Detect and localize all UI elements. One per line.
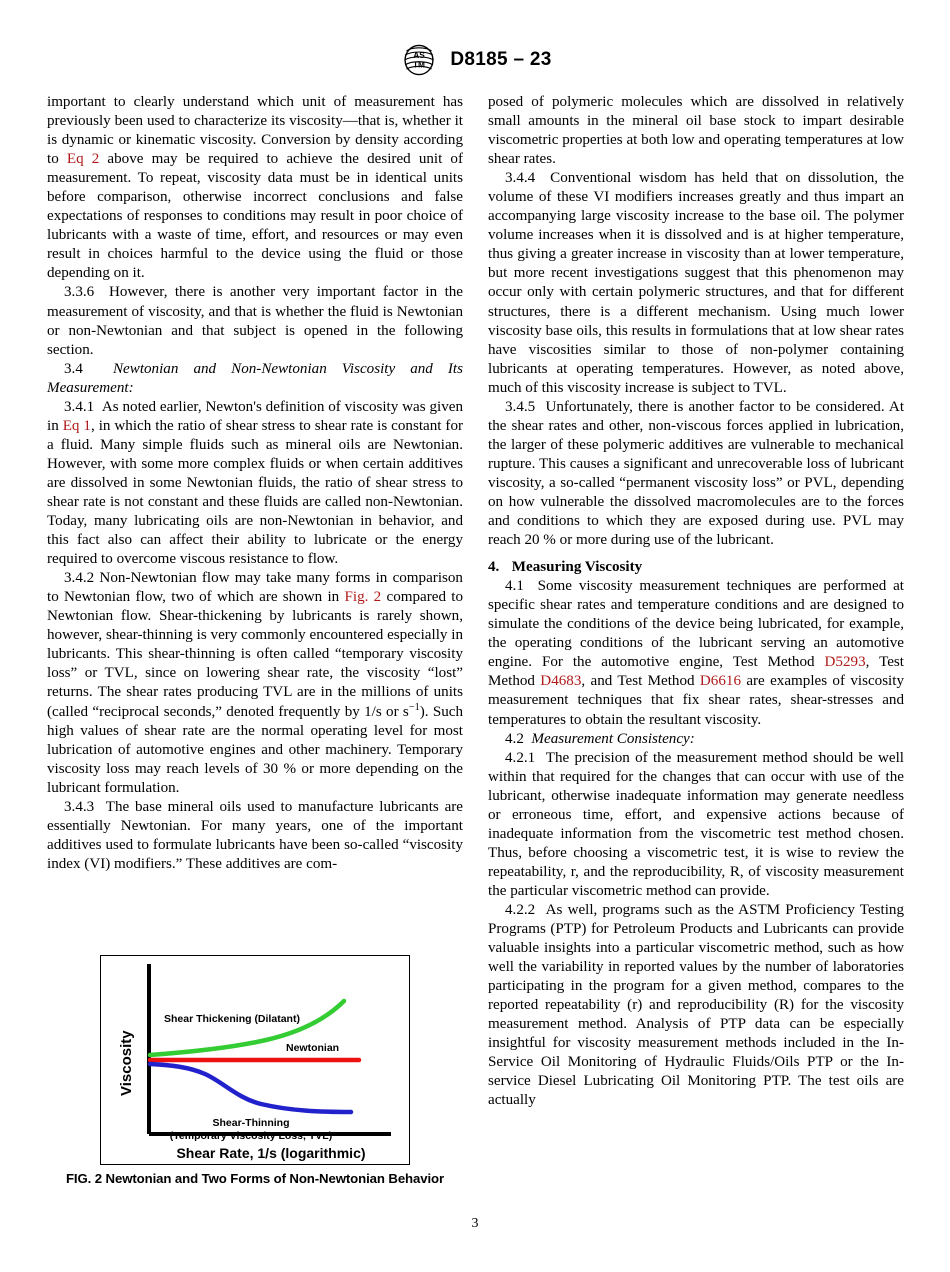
paragraph-4-2-1 [488,749,904,901]
cross-reference-d6616[interactable]: D6616 [699,673,741,690]
text-part: compared to Newtonian flow. Shear-thickening by lubricants is rarely shown, however, shear-thinning is very commonly encountered especially in lubricants. This shear-thinning is often called “temporary viscosity loss” or TVL, since on lowering shear rate, the viscosity “lost” returns. The shear rates producing TVL are in the millions of units (called “reciprocal seconds,” denoted frequently by 1/s or s [47,589,464,720]
heading-number: 3.4 [64,360,83,377]
figure-2-caption: FIG. 2 Newtonian and Two Forms of Non-Newtonian Behavior [65,1171,445,1186]
paragraph-number: 4.1 [505,578,524,595]
text-part: Non-Newtonian flow may take many forms in comparison to Newtonian flow, two of which are shown in [47,570,463,606]
paragraph-text: Conventional wisdom has held that on dissolution, the volume of these VI modifiers increases greatly and thus impart an accompanying large viscosity increase to the base oil. The polymer volume increases when it is dissolved and is at higher temperature, thus giving a greater increase in viscosity than at lower temperature, but more recent investigations suggest that this phenomenon may occur only with certain polymeric structures, and that for different structures, there is a different mechanism. Using much lower viscosity base oils, this results in formulations that at low shear rates have viscosities similar to those of non-polymer containing lubricants at operating temperatures. However, as noted above, much of this viscosity increase is subject to TVL. [488,170,905,396]
svg-text:TM: TM [413,59,426,70]
heading-title: Newtonian and Non-Newtonian Viscosity and Its Measurement: [47,360,463,396]
page-number: 3 [471,1216,479,1231]
paragraph-3-4-3 [47,798,463,874]
astm-logo-icon [398,44,440,76]
text-part: are examples of viscosity measurement techniques that fix shear rates, shear-stresses and temperatures to obtain the resultant viscosity. [488,673,904,728]
cross-reference-eq1[interactable]: Eq 1 [62,417,91,434]
paragraph-text: However, there is another very important factor in the measurement of viscosity, and that is whether the fluid is Newtonian or non-Newtonian and that subject is opened in the following section. [47,284,464,358]
series-shear-thinning [150,1064,351,1112]
superscript-inverse-seconds: −1 [408,701,420,713]
standard-designation: D8185 – 23 [450,49,552,70]
text-part: Some viscosity measurement techniques are performed at specific shear rates and temperature conditions and are designed to simulate the conditions of the device being lubricated, for example, the operating conditions of the lubricant serving an automotive engine. For the automotive engine, Test Method [488,578,904,671]
paragraph-continued [47,93,463,283]
heading-section-4 [488,558,904,577]
paragraph-number: 3.3.6 [64,284,95,301]
paragraph-3-4-1 [47,398,463,569]
heading-4-2 [488,730,904,749]
paragraph-number: 4.2.2 [505,901,536,918]
text-part: , and Test Method [581,673,700,690]
annotation-shear-thinning-line2: (Temporary Viscosity Loss, TVL) [169,1130,333,1142]
paragraph-number: 3.4.3 [64,798,95,815]
paragraph-continued: posed of polymeric molecules which are dissolved in relatively small amounts in the mineral oil base stock to impart desirable viscometric properties at both low and operating temperatures at low shear rates. [488,94,904,168]
text-part: above may be required to achieve the desired unit of measurement. To repeat, viscosity data must be in identical units before comparison, otherwise incorrect conclusions and false expectations of responses to conditions may result in poor choice of lubricants with a waste of time, effort, and resources or may even result in choices harmful to the device using the fluid or those depending on it. [47,151,463,282]
right-column [488,93,904,1110]
paragraph-text: Unfortunately, there is another factor to be considered. At the shear rates and other, non-viscous forces applied in lubrication, the larger of these polymeric additives are vulnerable to mechanical rupture. This causes a significant and unrecoverable loss of lubricant viscosity, a so-called “permanent viscosity loss” or PVL, depending on how vulnerable the dissolved macromolecules are to the forces and conditions to which they are exposed during use. PVL may reach 20 % or more during use of the lubricant. [488,398,905,549]
paragraph-text: As well, programs such as the ASTM Proficiency Testing Programs (PTP) for Petroleum Products and Lubricants can provide valuable insights into a particular viscometric method, such as how well the variability in reported values by the number of laboratories participating in the program for a given method, compares to the reported repeatability (r) and reproducibility (R) for the viscosity measurement method. Analysis of PTP data can be especially insightful for viscosity measurement methods included in the In-Service Oil Monitoring of Hydraulic Fluids/Oils PTP or the In-service Diesel Lubricating Oil Monitoring PTP. The test oils are actually [488,901,905,1109]
y-axis-label: Viscosity [118,1030,135,1096]
paragraph-3-3-6 [47,283,463,359]
text-part: , in which the ratio of shear stress to shear rate is constant for a fluid. Many simple fluids such as mineral oils are Newtonian. However, with some more complex fluids or when certain additives are dissolved in some Newtonian fluids, the ratio of shear stress to shear rate is not constant and these fluids are called non-Newtonian. Today, many lubricating oils are non-Newtonian in behavior, and this fact also can affect their ability to lubricate or the energy required to overcome viscous resistance to flow. [47,417,464,568]
cross-reference-d5293[interactable]: D5293 [824,654,866,671]
x-axis-label: Shear Rate, 1/s (logarithmic) [176,1145,366,1161]
paragraph-number: 4.2.1 [505,749,536,766]
paragraph-4-1 [488,577,904,729]
paragraph-3-4-2 [47,569,463,798]
annotation-shear-thickening: Shear Thickening (Dilatant) [164,1013,300,1025]
paragraph-number: 3.4.1 [64,398,95,415]
heading-3-4 [47,360,463,398]
section-number: 4. [488,559,500,576]
page-header [0,44,950,76]
cross-reference-fig2[interactable]: Fig. 2 [344,589,382,606]
paragraph-number: 3.4.2 [64,570,95,587]
annotation-shear-thinning-line1: Shear-Thinning [212,1117,290,1129]
cross-reference-eq2[interactable]: Eq 2 [66,151,100,168]
text-part: important to clearly understand which unit of measurement has previously been used to characterize its viscosity—that is, whether it is dynamic or kinematic viscosity. Conversion by density according to [47,94,463,168]
paragraph-number: 3.4.5 [505,398,536,415]
section-title: Measuring Viscosity [511,559,643,576]
paragraph-3-4-5 [488,398,904,550]
paragraph-4-2-2 [488,901,904,1111]
heading-title: Measurement Consistency: [531,730,695,747]
paragraph-text: The precision of the measurement method should be well within that required for the changes that can occur with use of the lubricant, otherwise inadequate information may generate needless or erroneous time, effort, and expensive actions because of inadequate information from the viscometric test method chosen. Thus, before choosing a viscometric test, it is wise to review the repeatability, r, and the reproducibility, R, of viscosity measurement the particular viscometric method can provide. [488,749,904,899]
figure-2-chart [101,956,409,1164]
figure-2-frame [100,955,410,1165]
heading-number: 4.2 [505,730,524,747]
paragraph-3-4-4 [488,169,904,398]
svg-text:AS: AS [413,49,426,60]
text-part: As noted earlier, Newton's definition of viscosity was given in [47,398,463,434]
text-part: , Test Method [488,654,904,690]
paragraph-number: 3.4.4 [505,170,536,187]
figure-2 [47,955,463,1186]
text-part: ). Such high values of shear rate are the normal operating level for most lubrication of automotive engines and other machinery. Temporary viscosity loss may reach levels of 30 % or more depending on the lubricant formulation. [47,703,464,796]
cross-reference-d4683[interactable]: D4683 [540,673,582,690]
paragraph-text: The base mineral oils used to manufacture lubricants are essentially Newtonian. For many years, one of the important additives used to formulate lubricants have been so-called “viscosity index (VI) modifiers.” These additives are com- [47,798,463,872]
annotation-newtonian: Newtonian [286,1042,340,1054]
